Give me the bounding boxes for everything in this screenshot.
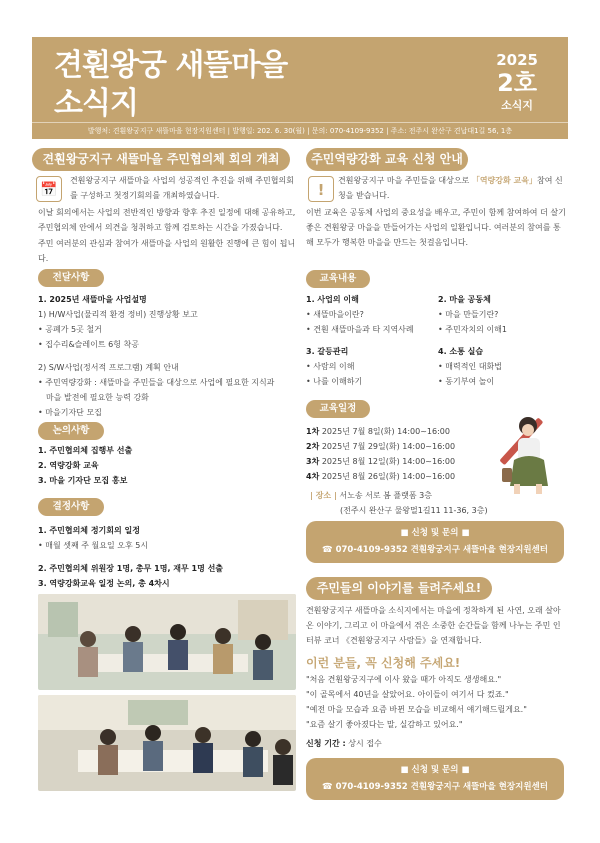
education-section-title: 주민역량강화 교육 신청 안내 (306, 148, 468, 171)
delivery-item-sw: 2) S/W사업(정서적 프로그램) 계획 안내 (38, 363, 179, 372)
education-p1-text: 견훤왕궁지구 마을 주민들을 대상으로 (338, 176, 472, 185)
delivery-item-hw-1: • 공폐가 5곳 철거 (38, 325, 102, 334)
masthead (32, 37, 568, 139)
schedule-row (306, 424, 506, 439)
delivery-item-hw-2: • 집수리&슬레이트 6헝 착공 (38, 340, 139, 349)
education-p1-text2: 참여 신청을 받습니다. (338, 176, 563, 200)
exclamation-icon: ! (308, 176, 334, 202)
content-4-a: • 매력적인 대화법 (438, 362, 502, 371)
period-label: 신청 기간 : (306, 739, 346, 748)
meeting-paragraph-3: 주민 여러분의 관심과 참여가 새뜰마을 사업의 원활한 진행에 큰 힘이 됩니다. (38, 239, 296, 263)
content-3-b: • 나를 이해하기 (306, 377, 363, 386)
content-2-b: • 주민자치의 이해1 (438, 325, 507, 334)
issue-year: 2025 (496, 51, 538, 69)
apply-contact[interactable]: ☎ 070-4109-9352 견훤왕궁지구 새뜰마을 현장지원센터 (322, 545, 548, 555)
education-p1-tag: 「역량강화 교육」 (471, 176, 537, 185)
meeting-photo-1 (38, 594, 296, 690)
schedule-round: 1차 (306, 427, 320, 436)
schedule-round: 4차 (306, 472, 320, 481)
content-1-a: • 새뜰마을이란? (306, 310, 364, 319)
meeting-photo-2 (38, 695, 296, 791)
meeting-paragraph-1: 견훤왕궁지구 새뜰마을 사업의 성공적인 추진을 위해 주민협의회를 구성하고 첫정기회의를 개최하였습니다. (70, 176, 294, 200)
issue-block (496, 51, 538, 113)
delivery-label: 전달사항 (38, 269, 104, 287)
content-1-heading: 1. 사업의 이해 (306, 295, 359, 304)
title-line-1: 견훤왕궁 새뜰마을 (54, 48, 288, 83)
newsletter-title (54, 47, 287, 123)
quote-list (306, 672, 568, 732)
discussion-item-1: 1. 주민협의체 집행부 선출 (38, 446, 133, 455)
content-2-a: • 마을 만들기란? (438, 310, 499, 319)
schedule-date: 2025년 7월 8일(화) 14:00~16:00 (321, 427, 450, 436)
quote-item: "이 골목에서 40년을 살았어요. 아이들이 여기서 다 컸죠." (306, 690, 509, 699)
schedule-label: 교육일정 (306, 400, 370, 418)
story-section-title: 주민들의 이야기를 들려주세요! (306, 577, 492, 600)
place-line-1: 서노송 서로 봄 플랫폼 3층 (339, 491, 432, 500)
schedule-round: 3차 (306, 457, 320, 466)
meeting-section-title: 견훤왕궁지구 새뜰마을 주민협의체 회의 개최 (32, 148, 290, 171)
student-pencil-illustration (484, 398, 564, 498)
place-tag: | 장소 | (310, 491, 337, 500)
content-3-heading: 3. 갈등관리 (306, 347, 349, 356)
call-to-action-title: 이런 분들, 꼭 신청해 주세요! (306, 656, 461, 670)
decision-label: 결정사항 (38, 498, 104, 516)
calendar-icon: 📅 (36, 176, 62, 202)
apply-title: ■ 신청 및 문의 ■ (400, 765, 470, 775)
title-line-2: 소식지 (54, 86, 138, 121)
content-4-b: • 동기부여 놀이 (438, 377, 495, 386)
schedule-date: 2025년 8월 26일(화) 14:00~16:00 (321, 472, 456, 481)
content-label: 교육내용 (306, 270, 370, 288)
apply-box-story (306, 758, 564, 800)
delivery-item-sw-1b: 마을 발전에 필요한 능력 강화 (46, 393, 149, 402)
discussion-item-3: 3. 마을 기자단 모집 홍보 (38, 476, 128, 485)
schedule-row (306, 439, 506, 454)
quote-item: "처음 견훤왕궁지구에 이사 왔을 때가 아직도 생생해요." (306, 675, 502, 684)
issue-label: 소식지 (501, 99, 534, 112)
content-2-heading: 2. 마을 공동체 (438, 295, 491, 304)
decision-item-3: 3. 역량강화교육 일정 논의, 총 4차시 (38, 579, 170, 588)
schedule-date: 2025년 7월 29일(화) 14:00~16:00 (321, 442, 456, 451)
apply-box-education (306, 521, 564, 563)
meeting-paragraph-2: 이날 회의에서는 사업의 전반적인 방향과 향후 추진 일정에 대해 공유하고, 주민협의체 안에서 의견을 청취하고 함께 검토하는 시간을 가졌습니다. (38, 208, 296, 232)
schedule-row (306, 454, 506, 469)
delivery-item-sw-2: • 마을기자단 모집 (38, 408, 102, 417)
education-paragraph-1 (338, 173, 566, 203)
delivery-item-sw-1: • 주민역량강화 : 새뜰마을 주민들을 대상으로 사업에 필요한 지식과 (38, 378, 275, 387)
discussion-item-2: 2. 역량강화 교육 (38, 461, 99, 470)
story-paragraph: 견훤왕궁지구 새뜰마을 소식지에서는 마을에 정착하게 된 사연, 오래 살아온 이야기, 그리고 이 마을에서 겪은 소중한 순간들을 함께 나누는 주민 인터뷰 코너 《견훤왕궁지구 사람들》을 연재합니다. (306, 606, 561, 645)
content-1-b: • 견훤 새뜰마을과 타 지역사례 (306, 325, 414, 334)
place-line-2: (전주시 완산구 물왕멀1길11 11-36, 3층) (340, 506, 488, 515)
education-paragraph-2: 이번 교육은 공동체 사업의 중요성을 배우고, 주민이 함께 참여하여 더 살기 좋은 견훤왕궁 마을을 만들어가는 사업의 일환입니다. 여러분의 참여를 통해 모두가 행복한 마을을 만드는 첫걸음입니다. (306, 208, 566, 247)
apply-contact[interactable]: ☎ 070-4109-9352 견훤왕궁지구 새뜰마을 현장지원센터 (322, 782, 548, 792)
schedule-row (306, 469, 506, 484)
quote-item: "요즘 살기 좋아졌다는 말, 실감하고 있어요." (306, 720, 463, 729)
apply-title: ■ 신청 및 문의 ■ (400, 528, 470, 538)
decision-item-1: 1. 주민협의체 정기회의 일정 (38, 526, 140, 535)
publisher-info: 발행처: 견훤왕궁지구 새뜰마을 현장지원센터 | 발행일: 202. 6. 30(월) | 문의: 070-4109-9352 | 주소: 전주시 완산구 견납대1길 56, 1층 (32, 122, 568, 139)
schedule-round: 2차 (306, 442, 320, 451)
discussion-label: 논의사항 (38, 422, 104, 440)
schedule-list (306, 424, 506, 484)
delivery-item-hw: 1) H/W사업(물리적 환경 정비) 진행상황 보고 (38, 310, 198, 319)
content-3-a: • 사람의 이해 (306, 362, 355, 371)
issue-number: 2호 (497, 69, 538, 97)
delivery-heading: 1. 2025년 새뜰마을 사업설명 (38, 295, 147, 304)
quote-item: "예전 마을 모습과 요즘 바뀐 모습을 비교해서 얘기해드릴게요." (306, 705, 527, 714)
decision-item-1a: • 매월 셋째 주 월요일 오후 5시 (38, 541, 149, 550)
content-4-heading: 4. 소통 실습 (438, 347, 484, 356)
schedule-date: 2025년 8월 12일(화) 14:00~16:00 (321, 457, 456, 466)
period-value: 상시 접수 (348, 739, 382, 748)
decision-item-2: 2. 주민협의체 위원장 1명, 총무 1명, 재무 1명 선출 (38, 564, 224, 573)
